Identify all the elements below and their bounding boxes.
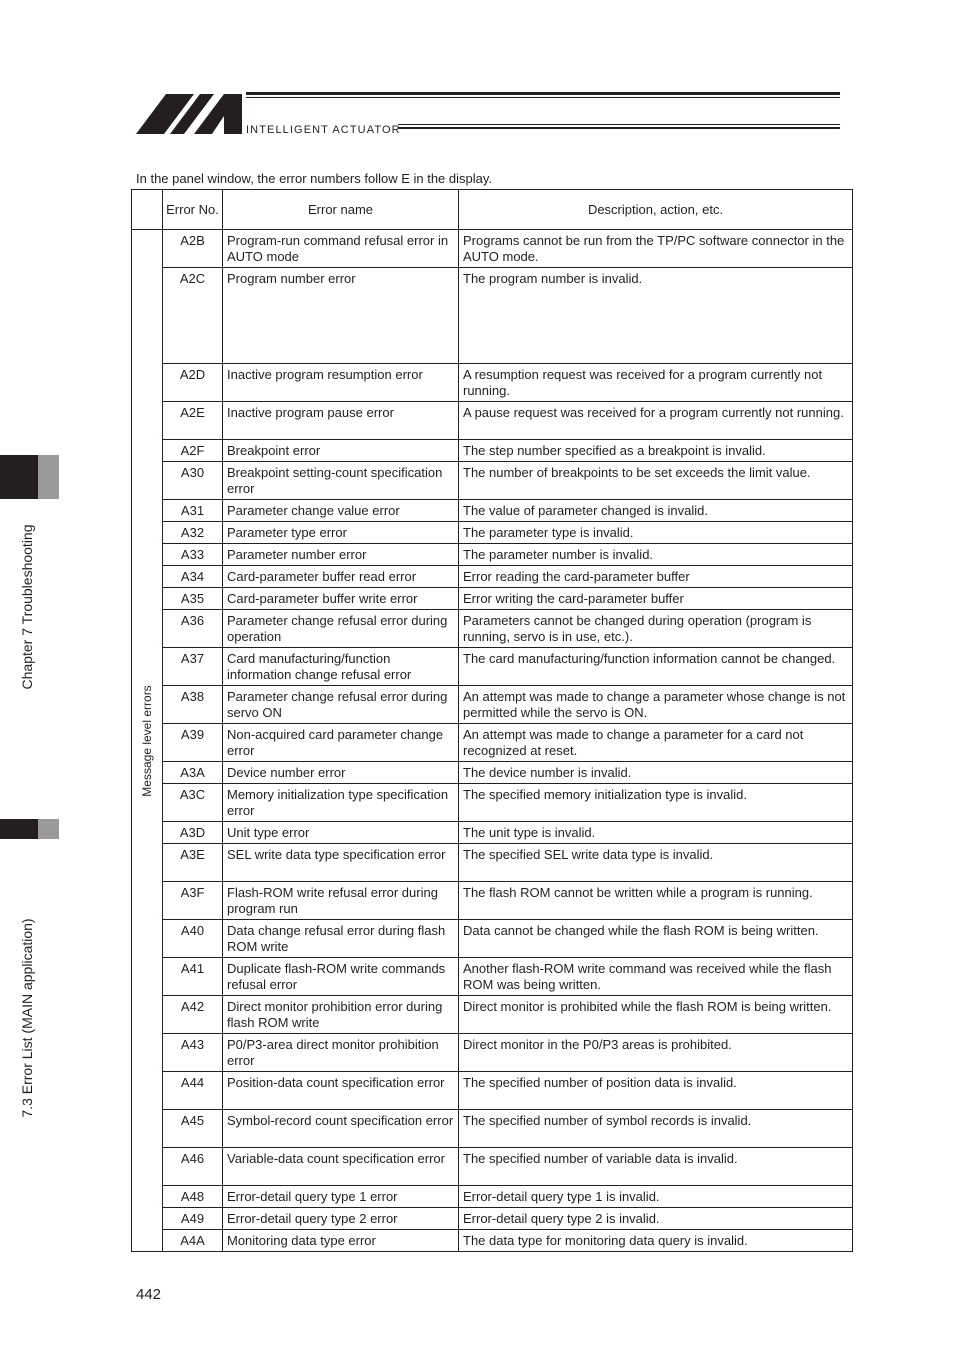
error-no-cell: A34 xyxy=(163,566,223,588)
table-row xyxy=(132,544,853,566)
error-name-cell: Error-detail query type 1 error xyxy=(223,1186,459,1208)
description-cell: An attempt was made to change a parameter for a card not recognized at reset. xyxy=(459,724,853,762)
description-cell: Programs cannot be run from the TP/PC software connector in the AUTO mode. xyxy=(459,230,853,268)
description-cell: The card manufacturing/function information cannot be changed. xyxy=(459,648,853,686)
error-name-cell: Inactive program pause error xyxy=(223,402,459,440)
error-name-cell: Memory initialization type specification error xyxy=(223,784,459,822)
table-body xyxy=(132,230,853,1252)
error-name-cell: Flash-ROM write refusal error during program run xyxy=(223,882,459,920)
error-name-cell: Parameter change refusal error during operation xyxy=(223,610,459,648)
error-name-cell: Non-acquired card parameter change error xyxy=(223,724,459,762)
chapter-side-label: Chapter 7 Troubleshooting xyxy=(19,524,35,690)
error-no-cell: A38 xyxy=(163,686,223,724)
table-row xyxy=(132,440,853,462)
table-row xyxy=(132,1072,853,1110)
chapter-tab-accent xyxy=(38,455,59,499)
error-name-cell: Parameter type error xyxy=(223,522,459,544)
error-name-cell: Position-data count specification error xyxy=(223,1072,459,1110)
category-label: Message level errors xyxy=(140,684,154,797)
category-cell xyxy=(132,230,163,1252)
description-cell: The parameter number is invalid. xyxy=(459,544,853,566)
table-row xyxy=(132,462,853,500)
table-row xyxy=(132,784,853,822)
description-cell: The program number is invalid. xyxy=(459,268,853,364)
table-row xyxy=(132,1230,853,1252)
error-name-cell: Program-run command refusal error in AUTO mode xyxy=(223,230,459,268)
description-cell: The specified number of position data is invalid. xyxy=(459,1072,853,1110)
description-cell: Direct monitor in the P0/P3 areas is prohibited. xyxy=(459,1034,853,1072)
description-cell: Another flash-ROM write command was received while the flash ROM was being written. xyxy=(459,958,853,996)
section-tab-accent xyxy=(38,819,59,839)
error-name-cell: Duplicate flash-ROM write commands refusal error xyxy=(223,958,459,996)
error-no-cell: A3C xyxy=(163,784,223,822)
table-row xyxy=(132,996,853,1034)
error-no-cell: A33 xyxy=(163,544,223,566)
description-cell: The device number is invalid. xyxy=(459,762,853,784)
error-no-cell: A37 xyxy=(163,648,223,686)
error-name-cell: Unit type error xyxy=(223,822,459,844)
page-number: 442 xyxy=(136,1286,162,1303)
error-name-cell: Card-parameter buffer write error xyxy=(223,588,459,610)
error-name-cell: Parameter change value error xyxy=(223,500,459,522)
description-cell: A resumption request was received for a program currently not running. xyxy=(459,364,853,402)
error-no-cell: A46 xyxy=(163,1148,223,1186)
table-row xyxy=(132,1034,853,1072)
table-row xyxy=(132,822,853,844)
table-row xyxy=(132,686,853,724)
error-no-cell: A39 xyxy=(163,724,223,762)
table-row xyxy=(132,566,853,588)
table-row xyxy=(132,958,853,996)
error-no-cell: A30 xyxy=(163,462,223,500)
description-cell: The step number specified as a breakpoint is invalid. xyxy=(459,440,853,462)
description-header: Description, action, etc. xyxy=(459,190,853,230)
description-cell: The unit type is invalid. xyxy=(459,822,853,844)
error-no-cell: A3D xyxy=(163,822,223,844)
error-name-cell: Error-detail query type 2 error xyxy=(223,1208,459,1230)
table-row xyxy=(132,648,853,686)
error-no-cell: A2D xyxy=(163,364,223,402)
table-row xyxy=(132,268,853,364)
error-name-header: Error name xyxy=(223,190,459,230)
error-name-cell: Card-parameter buffer read error xyxy=(223,566,459,588)
section-side-label: 7.3 Error List (MAIN application) xyxy=(19,918,35,1118)
description-cell: Parameters cannot be changed during operation (program is running, servo is in use, etc.). xyxy=(459,610,853,648)
table-row xyxy=(132,610,853,648)
error-no-cell: A3A xyxy=(163,762,223,784)
error-no-cell: A43 xyxy=(163,1034,223,1072)
error-no-cell: A3F xyxy=(163,882,223,920)
error-no-cell: A36 xyxy=(163,610,223,648)
description-cell: Error-detail query type 1 is invalid. xyxy=(459,1186,853,1208)
error-no-cell: A2E xyxy=(163,402,223,440)
description-cell: The flash ROM cannot be written while a program is running. xyxy=(459,882,853,920)
error-no-cell: A42 xyxy=(163,996,223,1034)
error-no-cell: A2F xyxy=(163,440,223,462)
error-no-cell: A41 xyxy=(163,958,223,996)
error-no-header: Error No. xyxy=(163,190,223,230)
table-row xyxy=(132,882,853,920)
description-cell: The data type for monitoring data query is invalid. xyxy=(459,1230,853,1252)
error-name-cell: Inactive program resumption error xyxy=(223,364,459,402)
description-cell: The specified SEL write data type is invalid. xyxy=(459,844,853,882)
category-header xyxy=(132,190,163,230)
error-name-cell: Breakpoint error xyxy=(223,440,459,462)
description-cell: The specified memory initialization type is invalid. xyxy=(459,784,853,822)
table-row xyxy=(132,762,853,784)
error-table xyxy=(131,189,853,1252)
error-name-cell: Device number error xyxy=(223,762,459,784)
intro-note: In the panel window, the error numbers follow E in the display. xyxy=(136,171,493,186)
description-cell: The number of breakpoints to be set exceeds the limit value. xyxy=(459,462,853,500)
brand-name: INTELLIGENT ACTUATOR xyxy=(246,124,401,136)
error-name-cell: Breakpoint setting-count specification error xyxy=(223,462,459,500)
description-cell: The specified number of variable data is invalid. xyxy=(459,1148,853,1186)
table-row xyxy=(132,522,853,544)
error-no-cell: A45 xyxy=(163,1110,223,1148)
description-cell: The parameter type is invalid. xyxy=(459,522,853,544)
error-no-cell: A31 xyxy=(163,500,223,522)
error-no-cell: A40 xyxy=(163,920,223,958)
table-header-row xyxy=(132,190,853,230)
description-cell: The specified number of symbol records is invalid. xyxy=(459,1110,853,1148)
error-no-cell: A2C xyxy=(163,268,223,364)
description-cell: Data cannot be changed while the flash ROM is being written. xyxy=(459,920,853,958)
error-name-cell: Parameter change refusal error during servo ON xyxy=(223,686,459,724)
table-row xyxy=(132,1208,853,1230)
table-row xyxy=(132,500,853,522)
error-no-cell: A2B xyxy=(163,230,223,268)
error-no-cell: A48 xyxy=(163,1186,223,1208)
error-name-cell: Parameter number error xyxy=(223,544,459,566)
description-cell: Error writing the card-parameter buffer xyxy=(459,588,853,610)
error-no-cell: A44 xyxy=(163,1072,223,1110)
error-name-cell: Card manufacturing/function information change refusal error xyxy=(223,648,459,686)
table-row xyxy=(132,230,853,268)
description-cell: Error reading the card-parameter buffer xyxy=(459,566,853,588)
table-row xyxy=(132,1110,853,1148)
error-no-cell: A35 xyxy=(163,588,223,610)
description-cell: Error-detail query type 2 is invalid. xyxy=(459,1208,853,1230)
error-name-cell: Program number error xyxy=(223,268,459,364)
iai-logo xyxy=(136,90,840,138)
error-no-cell: A3E xyxy=(163,844,223,882)
table-row xyxy=(132,364,853,402)
description-cell: Direct monitor is prohibited while the flash ROM is being written. xyxy=(459,996,853,1034)
error-name-cell: Monitoring data type error xyxy=(223,1230,459,1252)
table-row xyxy=(132,724,853,762)
error-no-cell: A32 xyxy=(163,522,223,544)
error-name-cell: P0/P3-area direct monitor prohibition error xyxy=(223,1034,459,1072)
error-name-cell: SEL write data type specification error xyxy=(223,844,459,882)
table-row xyxy=(132,588,853,610)
table-row xyxy=(132,1148,853,1186)
error-name-cell: Direct monitor prohibition error during flash ROM write xyxy=(223,996,459,1034)
error-name-cell: Symbol-record count specification error xyxy=(223,1110,459,1148)
table-row xyxy=(132,402,853,440)
error-no-cell: A4A xyxy=(163,1230,223,1252)
description-cell: A pause request was received for a program currently not running. xyxy=(459,402,853,440)
table-row xyxy=(132,1186,853,1208)
description-cell: An attempt was made to change a parameter whose change is not permitted while the servo is ON. xyxy=(459,686,853,724)
table-row xyxy=(132,844,853,882)
description-cell: The value of parameter changed is invalid. xyxy=(459,500,853,522)
error-name-cell: Data change refusal error during flash ROM write xyxy=(223,920,459,958)
error-no-cell: A49 xyxy=(163,1208,223,1230)
table-row xyxy=(132,920,853,958)
error-name-cell: Variable-data count specification error xyxy=(223,1148,459,1186)
